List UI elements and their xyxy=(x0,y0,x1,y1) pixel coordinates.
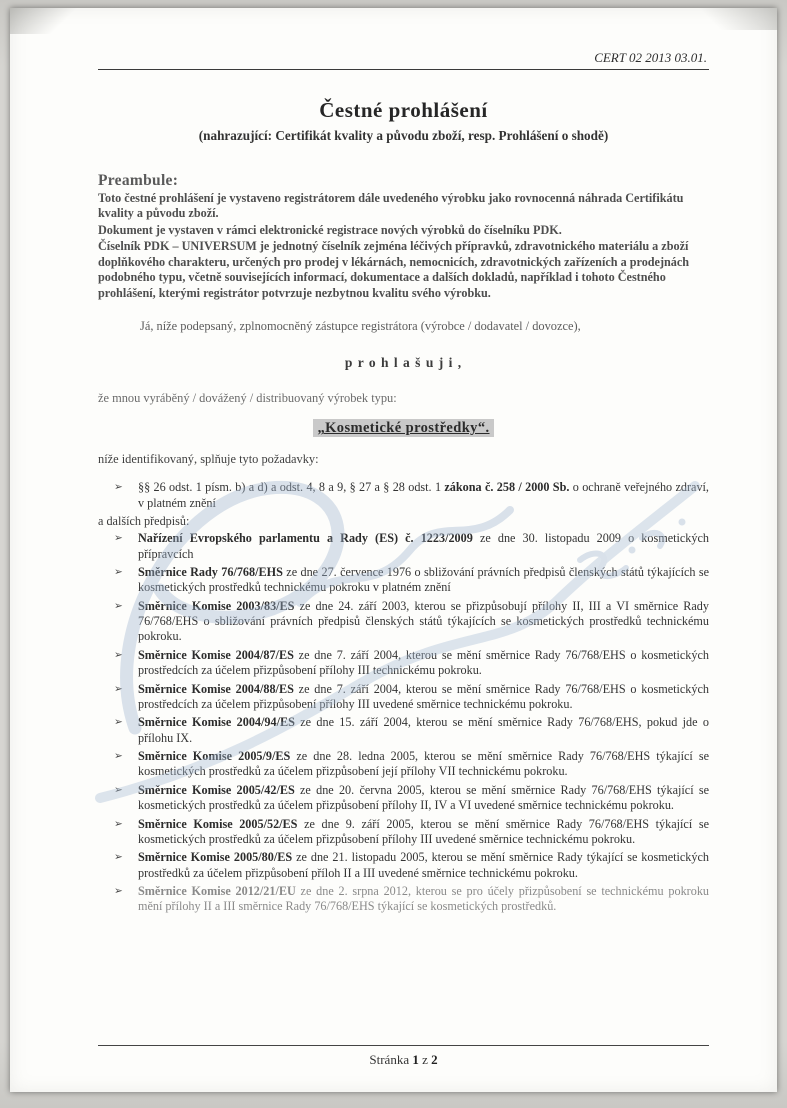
requirement-item: ➢ Směrnice Rady 76/768/EHS ze dne 27. července 1976 o sbližování právních předpisů členských států týkajících se kosmetických prostředků technickému pokroku v platném znění xyxy=(114,564,709,595)
scan-shade-top-left xyxy=(10,8,80,34)
law-rest: o ochraně veřejného zdraví, v platném znění xyxy=(138,480,709,510)
arrow-bullet-icon: ➢ xyxy=(114,532,123,545)
product-name-wrap xyxy=(98,419,709,437)
preambule-heading: Preambule: xyxy=(98,172,179,189)
requirement-item: ➢ Směrnice Komise 2005/42/ES ze dne 20. června 2005, kterou se mění směrnice Rady 76/768/EHS týkající se kosmetických prostředků za účelem přizpůsobení přílohy II, IV a VI uvedené směrnice technickému pokroku. xyxy=(114,782,709,813)
requirements-intro: níže identifikovaný, splňuje tyto požadavky: xyxy=(98,452,319,467)
law-pre: §§ 26 odst. 1 písm. b) a d) a odst. 4, 8 a 9, § 27 a § 28 odst. 1 xyxy=(138,480,445,495)
requirement-law xyxy=(98,480,709,511)
arrow-bullet-icon: ➢ xyxy=(114,682,123,695)
arrow-bullet-icon: ➢ xyxy=(114,783,123,796)
requirement-item: ➢ Směrnice Komise 2005/80/ES ze dne 21. listopadu 2005, kterou se mění směrnice Rady týkající se kosmetických prostředků za účelem přizpůsobení příloh II a III uvedené směrnice technickému pokroku. xyxy=(114,850,709,880)
preambule-text xyxy=(98,190,709,302)
requirement-item: ➢ Směrnice Komise 2004/94/ES ze dne 15. září 2004, kterou se mění směrnice Rady 76/768/EHS, pokud jde o přílohu IX. xyxy=(114,715,709,745)
arrow-bullet-icon: ➢ xyxy=(114,648,123,661)
arrow-bullet-icon: ➢ xyxy=(114,817,123,830)
page-footer xyxy=(98,1045,709,1068)
arrow-bullet-icon: ➢ xyxy=(114,481,123,494)
page-subtitle: (nahrazující: Certifikát kvality a původu zboží, resp. Prohlášení o shodě) xyxy=(198,128,609,143)
product-type-line: že mnou vyráběný / dovážený / distribuovaný výrobek typu: xyxy=(98,391,397,406)
scan-shade-top-right xyxy=(687,8,777,30)
document-page xyxy=(10,8,777,1092)
requirement-item: ➢ Směrnice Komise 2004/87/ES ze dne 7. září 2004, kterou se mění směrnice Rady 76/768/EHS o kosmetických prostředcích za účelem přizpůsobení přílohy III technickému pokroku. xyxy=(114,647,709,678)
law-bold: zákona č. 258 / 2000 Sb. xyxy=(444,480,570,495)
declaration-intro: Já, níže podepsaný, zplnomocněný zástupce registrátora (výrobce / dodavatel / dovozce), xyxy=(140,319,581,334)
product-name-highlight: „Kosmetické prostředky“. xyxy=(313,419,493,437)
doc-code: CERT 02 2013 03.01. xyxy=(594,50,707,65)
requirement-item: ➢ Směrnice Komise 2004/88/ES ze dne 7. září 2004, kterou se mění směrnice Rady 76/768/EHS o kosmetických prostředcích za účelem přizpůsobení přílohy III uvedené směrnice technickému pokroku. xyxy=(114,681,709,711)
footer-rule xyxy=(98,1045,709,1046)
preambule-paragraph: Číselník PDK – UNIVERSUM je jednotný číselník zejména léčivých přípravků, zdravotnického materiálu a zboží doplňkového charakteru, určených pro prodej v lékárnách, nemocnicích, zdravotnických zařízeních a prodejnách podobného typu, včetně souvisejících informací, dokumentace a dalších dokladů, například i tohoto Čestného prohlášení, kterými registrátor potvrzuje nezbytnou kvalitu svého výrobku. xyxy=(98,239,690,300)
additional-label: a dalších předpisů: xyxy=(98,514,190,529)
page-number: Stránka 1 z 2 xyxy=(369,1052,438,1067)
arrow-bullet-icon: ➢ xyxy=(114,851,123,864)
requirement-item: ➢ Směrnice Komise 2005/52/ES ze dne 9. září 2005, kterou se mění směrnice Rady 76/768/EHS týkající se kosmetických prostředků za účelem přizpůsobení přílohy III uvedené směrnice technickému pokroku. xyxy=(114,816,709,846)
requirement-item: ➢ Směrnice Komise 2012/21/EU ze dne 2. srpna 2012, kterou se pro účely přizpůsobení se technickému pokroku mění přílohy II a III směrnice Rady 76/768/EHS týkající se kosmetických prostředků. xyxy=(114,884,710,914)
arrow-bullet-icon: ➢ xyxy=(114,599,123,612)
preambule-paragraph: Dokument je vystaven v rámci elektronické registrace nových výrobků do číselníku PDK. xyxy=(98,222,562,237)
requirement-item: ➢ Směrnice Komise 2005/9/ES ze dne 28. ledna 2005, kterou se mění směrnice Rady 76/768/EHS týkající se kosmetických prostředků za účelem přizpůsobení její přílohy VII technickému pokroku. xyxy=(114,749,709,779)
page-title: Čestné prohlášení xyxy=(319,98,488,122)
requirement-item: ➢ Směrnice Komise 2003/83/ES ze dne 24. září 2003, kterou se přizpůsobují přílohy II, III a VI směrnice Rady 76/768/EHS o sbližování právních předpisů členských států týkajících se kosmetických prostředků technickému pokroku. xyxy=(114,598,709,644)
requirements-list xyxy=(98,480,709,917)
header-rule xyxy=(98,69,709,70)
arrow-bullet-icon: ➢ xyxy=(114,885,123,898)
arrow-bullet-icon: ➢ xyxy=(114,565,123,578)
preambule-paragraph: Toto čestné prohlášení je vystaveno registrátorem dále uvedeného výrobku jako rovnocenná náhrada Certifikátu kvality a původu zboží. xyxy=(98,191,684,221)
requirement-item: ➢ Nařízení Evropského parlamentu a Rady (ES) č. 1223/2009 ze dne 30. listopadu 2009 o kosmetických přípravcích xyxy=(114,531,709,561)
declaration-word: p r o h l a š u j i , xyxy=(344,355,463,371)
arrow-bullet-icon: ➢ xyxy=(114,750,123,763)
arrow-bullet-icon: ➢ xyxy=(114,716,123,729)
